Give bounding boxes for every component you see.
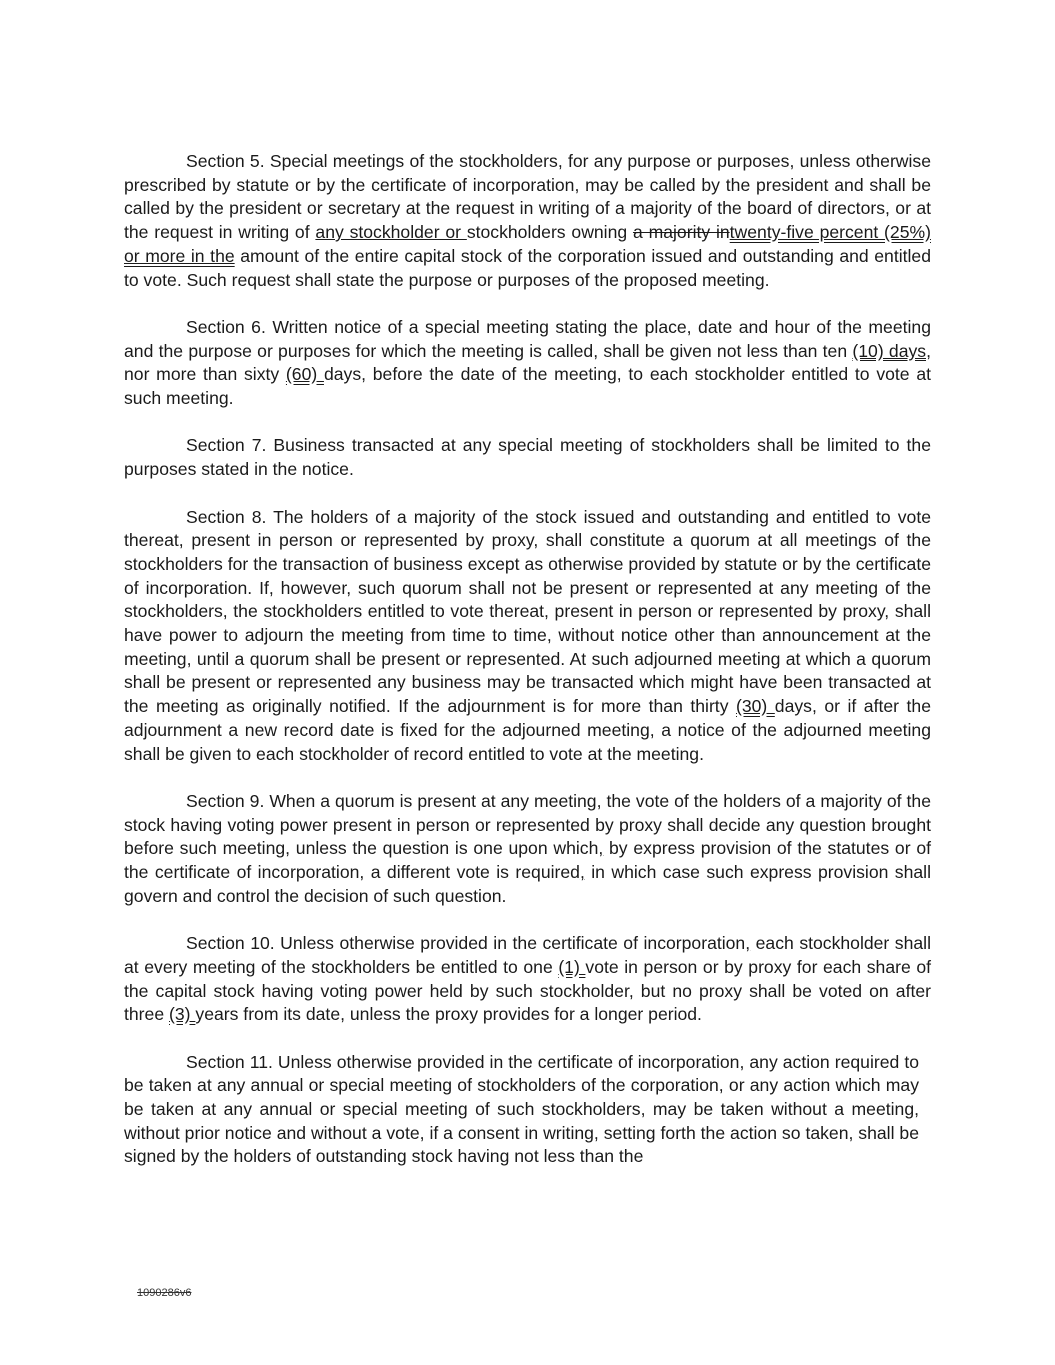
inserted-text: (3) (169, 1004, 196, 1025)
segment: Section 9. When a quorum is present at any meeting, the vote of the holders of a majority of the stock having voting power present in person or represented by proxy shall decide any question brought before such meeting, unless the question is one upon which (124, 790, 931, 859)
document-page (124, 150, 931, 1169)
segment: Section 6. Written notice of a special meeting stating the place, date and hour of the meeting and the purpose or purposes for which the meeting is called, shall be given not less than ten (124, 316, 931, 361)
segment: days, or if after the adjournment a new record date is fixed for the adjourned meeting, a notice of the adjourned meeting shall be given to each stockholder of record entitled to vote at the meeting. (124, 696, 931, 764)
inserted-comma: , (579, 862, 585, 883)
segment: Section 8. The holders of a majority of the stock issued and outstanding and entitled to vote thereat, present in person or represented by proxy, shall constitute a quorum at all meetings of the stockholders for the transaction of business except as otherwise provided by statute or by the certificate of incorporation. If, however, such quorum shall not be present or represented at any meeting of the stockholders, the stockholders entitled to vote thereat, present in person or represented by proxy, shall have power to adjourn the meeting from time to time, without notice other than announcement at the meeting, until a quorum shall be present or represented. At such adjourned meeting at which a quorum shall be present or represented any business may be transacted which might have been transacted at the meeting as originally notified. If the adjournment is for more than thirty (124, 506, 931, 717)
segment: days (323, 364, 362, 385)
inserted-text: (10) days, (852, 340, 931, 361)
segment: years from its date, unless the proxy provides for a longer period. (195, 1004, 702, 1025)
section-6 (124, 316, 931, 411)
segment: before the date of the meeting, to each stockholder entitled to vote at such meeting. (124, 364, 931, 409)
segment: amount of the entire capital stock of the corporation issued and outstanding and entitled to vote. Such request shall state the purpose or purposes of the proposed meeting. (124, 245, 931, 290)
inserted-text: twenty-five percent (25%) or more in the (124, 222, 931, 266)
inserted-text: (1) (558, 956, 586, 977)
inserted-comma: , (361, 364, 367, 385)
segment: vote in person or by proxy for each share of the capital stock having voting power held by such stockholder, but no proxy shall be voted on after three (124, 956, 932, 1025)
deleted-text: a majority in (632, 222, 730, 243)
segment: Section 7. Business transacted at any special meeting of stockholders shall be limited to the purposes stated in the notice. (124, 435, 931, 480)
section-9 (124, 790, 931, 909)
section-7 (124, 434, 931, 481)
document-id-footer: 1090286v6 (137, 1287, 192, 1299)
inserted-comma: , (598, 838, 604, 859)
segment: Section 11. Unless otherwise provided in the certificate of incorporation, any action required to be taken at any annual or special meeting of stockholders of the corporation, or any action which may be taken at any annual or special meeting of such stockholders, may be taken without a meeting, without prior notice and without a vote, if a consent in writing, setting forth the action so taken, shall be signed by the holders of outstanding stock having not less than the (124, 1051, 919, 1167)
segment: Section 5. Special meetings of the stockholders, for any purpose or purposes, unless otherwise prescribed by statute or by the certificate of incorporation, may be called by the president and shall be called by the president or secretary at the request in writing of a majority of the board of directors, or at the request in writing of (124, 151, 931, 243)
segment: stockholders owning (466, 222, 633, 243)
segment: in which case such express provision shall govern and control the decision of such question. (124, 862, 931, 906)
segment: by express provision of the statutes or of the certificate of incorporation, a different vote is required (124, 838, 931, 883)
section-8 (124, 506, 931, 767)
inserted-text: any stockholder or (315, 222, 467, 243)
section-5 (124, 150, 931, 292)
segment: nor more than sixty (124, 364, 286, 385)
inserted-comma: , (745, 933, 751, 954)
segment: Section 10. Unless otherwise provided in the certificate of incorporation (186, 933, 746, 954)
inserted-text: (60) (285, 364, 324, 385)
inserted-text: (30) (736, 696, 775, 717)
section-10 (124, 932, 931, 1027)
segment: each stockholder shall at every meeting of the stockholders be entitled to one (124, 933, 931, 977)
section-11 (124, 1051, 919, 1170)
